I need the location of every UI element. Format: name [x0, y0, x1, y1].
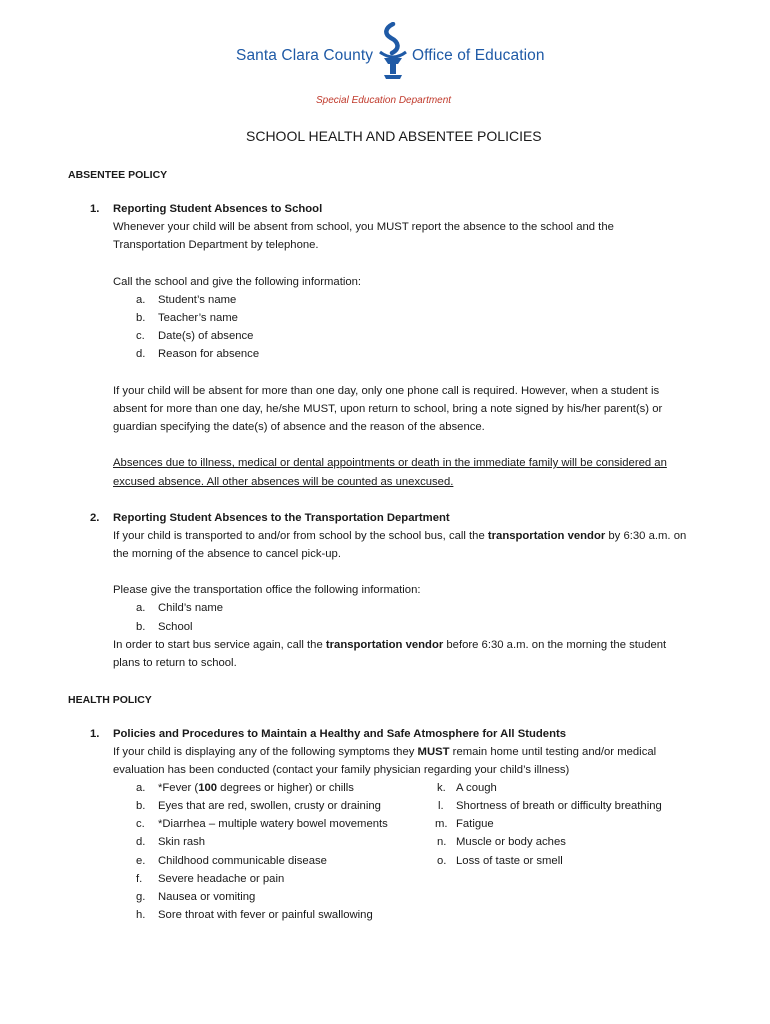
transport-info-intro: Please give the transportation office the following information:	[113, 584, 421, 596]
list-letter: b.	[136, 800, 146, 812]
department-label: Special Education Department	[316, 95, 452, 106]
list-item: Date(s) of absence	[158, 330, 254, 342]
list-letter: c.	[136, 818, 145, 830]
paragraph-line: If your child is transported to and/or from school by the school bus, call the transportation vendor by 6:30 a.m. on	[113, 530, 687, 542]
list-item: School	[158, 621, 193, 633]
health-item1-number: 1.	[90, 728, 100, 740]
absentee-item2-number: 2.	[90, 512, 100, 524]
list-letter: h.	[136, 909, 146, 921]
absentee-item1-number: 1.	[90, 203, 100, 215]
list-letter: b.	[136, 621, 146, 633]
list-item: Sore throat with fever or painful swallowing	[158, 909, 373, 921]
paragraph-line: In order to start bus service again, call the transportation vendor before 6:30 a.m. on the morning the student	[113, 639, 667, 651]
list-item: Childhood communicable disease	[158, 855, 327, 867]
list-letter: d.	[136, 348, 146, 360]
torch-logo-icon	[375, 22, 411, 80]
list-letter: o.	[437, 855, 447, 867]
list-letter: f.	[136, 873, 143, 885]
absentee-policy-heading: ABSENTEE POLICY	[68, 169, 168, 181]
call-school-intro: Call the school and give the following information:	[113, 276, 362, 288]
list-letter: b.	[136, 312, 146, 324]
paragraph-line: If your child will be absent for more than one day, only one phone call is required. However, when a student is	[113, 385, 660, 397]
list-item: Loss of taste or smell	[456, 855, 563, 867]
list-item: Severe headache or pain	[158, 873, 285, 885]
excused-absence-note: excused absence. All other absences will be counted as unexcused.	[113, 476, 454, 488]
paragraph-line: plans to return to school.	[113, 657, 237, 669]
list-item: A cough	[456, 782, 497, 794]
list-letter: n.	[437, 836, 447, 848]
list-item: Skin rash	[158, 836, 206, 848]
absentee-item2-title: Reporting Student Absences to the Transportation Department	[113, 512, 450, 524]
list-item: Teacher’s name	[158, 312, 238, 324]
paragraph-line: guardian specifying the date(s) of absence and the reason of the absence.	[113, 421, 485, 433]
health-policy-heading: HEALTH POLICY	[68, 694, 152, 706]
list-item: Muscle or body aches	[456, 836, 566, 848]
list-letter: c.	[136, 330, 145, 342]
paragraph-line: absent for more than one day, he/she MUST, upon return to school, bring a note signed by his/her parent(s) or	[113, 403, 663, 415]
list-letter: g.	[136, 891, 146, 903]
paragraph-line: Whenever your child will be absent from school, you MUST report the absence to the school and the	[113, 221, 614, 233]
list-letter: a.	[136, 782, 146, 794]
list-item: Nausea or vomiting	[158, 891, 256, 903]
list-letter: l.	[438, 800, 444, 812]
list-item: Reason for absence	[158, 348, 260, 360]
list-item: Fatigue	[456, 818, 494, 830]
list-letter: m.	[435, 818, 448, 830]
absentee-item1-title: Reporting Student Absences to School	[113, 203, 323, 215]
paragraph-line: the morning of the absence to cancel pick-up.	[113, 548, 341, 560]
list-item: *Fever (100 degrees or higher) or chills	[158, 782, 354, 794]
list-item: Eyes that are red, swollen, crusty or draining	[158, 800, 381, 812]
excused-absence-note: Absences due to illness, medical or dental appointments or death in the immediate family will be considered an	[113, 457, 667, 469]
list-item: Child’s name	[158, 602, 224, 614]
document-title: SCHOOL HEALTH AND ABSENTEE POLICIES	[246, 128, 542, 144]
list-letter: k.	[437, 782, 446, 794]
org-name-left: Santa Clara County	[236, 47, 374, 64]
org-name-right: Office of Education	[412, 47, 545, 64]
paragraph-line: evaluation has been conducted (contact your family physician regarding your child’s illness)	[113, 764, 570, 776]
list-item: Student’s name	[158, 294, 237, 306]
paragraph-line: If your child is displaying any of the following symptoms they MUST remain home until testing and/or medical	[113, 746, 657, 758]
list-letter: a.	[136, 602, 146, 614]
health-item1-title: Policies and Procedures to Maintain a Healthy and Safe Atmosphere for All Students	[113, 728, 567, 740]
list-letter: a.	[136, 294, 146, 306]
list-letter: e.	[136, 855, 146, 867]
list-item: *Diarrhea – multiple watery bowel movements	[158, 818, 388, 830]
list-item: Shortness of breath or difficulty breathing	[456, 800, 662, 812]
paragraph-line: Transportation Department by telephone.	[113, 239, 319, 251]
list-letter: d.	[136, 836, 146, 848]
